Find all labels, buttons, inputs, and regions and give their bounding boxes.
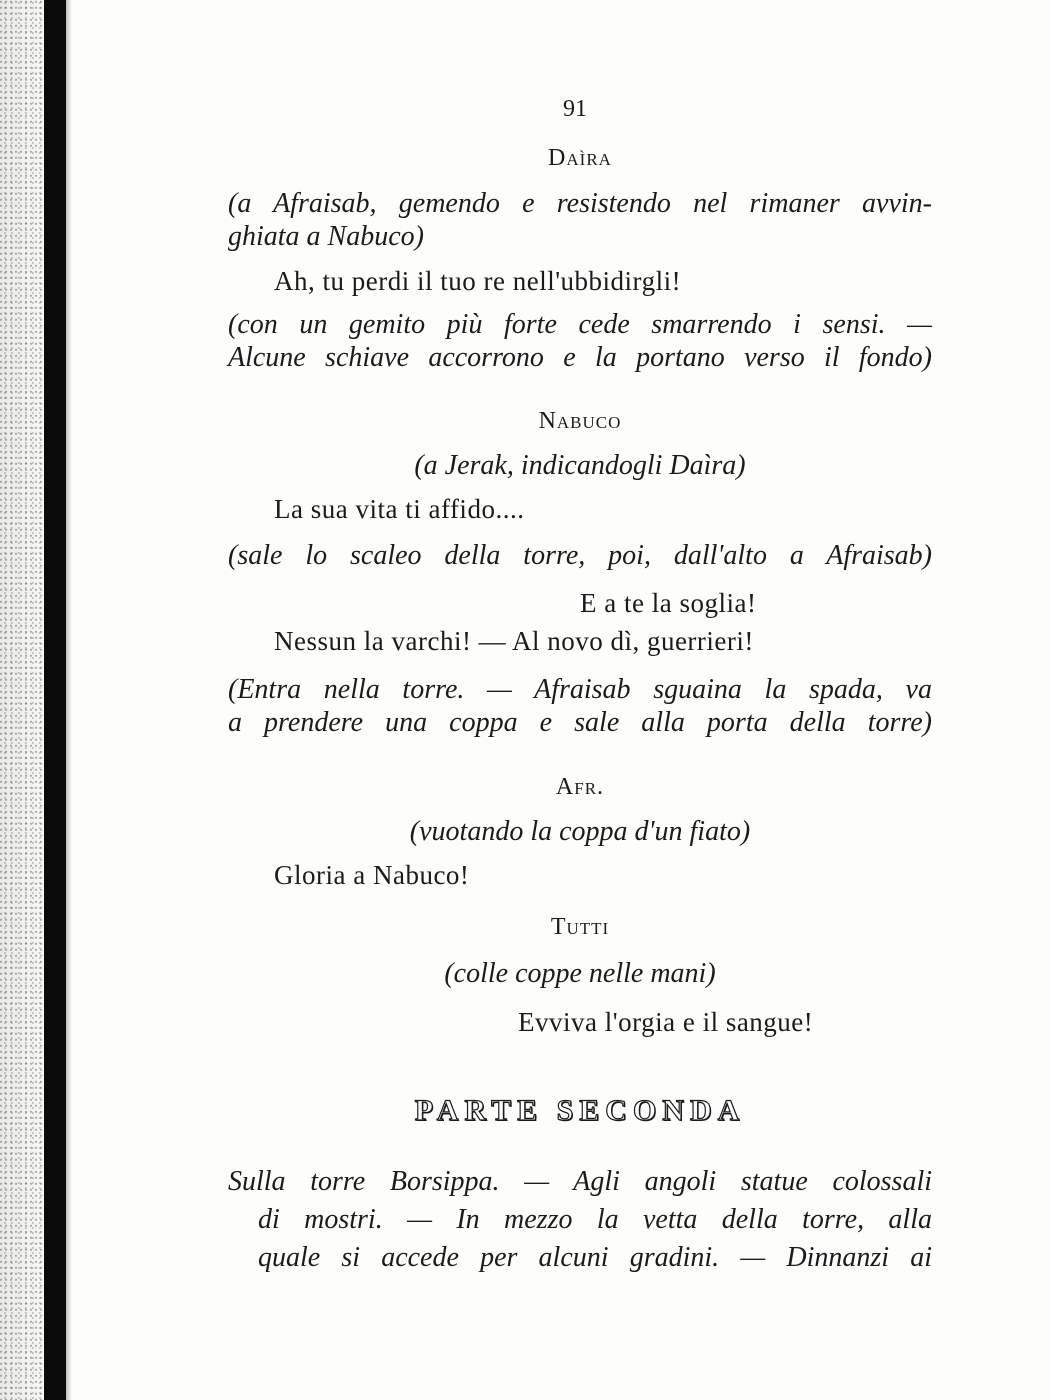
scene-description-line: quale si accede per alcuni gradini. — Dinnanzi ai xyxy=(258,1242,932,1273)
verse-line: Gloria a Nabuco! xyxy=(274,860,470,890)
binding-shadow xyxy=(66,0,72,1400)
speaker-nabuco: Nabuco xyxy=(538,408,622,434)
verse-line: La sua vita ti affido.... xyxy=(274,494,525,524)
stage-direction-line: (Entra nella torre. — Afraisab sguaina la spada, va xyxy=(228,674,932,705)
scene-description-line: Sulla torre Borsippa. — Agli angoli statue colossali xyxy=(228,1166,932,1197)
scene-description-line: di mostri. — In mezzo la vetta della torre, alla xyxy=(258,1204,932,1235)
scan-edge-noise xyxy=(0,0,44,1400)
stage-direction-line: (a Jerak, indicandogli Daìra) xyxy=(414,450,746,481)
verse-line: E a te la soglia! xyxy=(580,588,757,618)
book-binding-edge xyxy=(44,0,66,1400)
stage-direction-line: a prendere una coppa e sale alla porta della torre) xyxy=(228,707,932,738)
page-number: 91 xyxy=(563,96,587,122)
stage-direction-line: (con un gemito più forte cede smarrendo i sensi. — xyxy=(228,309,932,340)
verse-line: Evviva l'orgia e il sangue! xyxy=(518,1007,814,1037)
stage-direction-line: ghiata a Nabuco) xyxy=(228,221,424,252)
stage-direction-line: (colle coppe nelle mani) xyxy=(444,958,716,989)
stage-direction-line: (a Afraisab, gemendo e resistendo nel rimaner avvin- xyxy=(228,188,932,219)
stage-direction-line: (vuotando la coppa d'un fiato) xyxy=(409,816,751,847)
stage-direction-line: Alcune schiave accorrono e la portano verso il fondo) xyxy=(228,342,932,373)
part-title: PARTE SECONDA xyxy=(414,1094,746,1127)
speaker-daira: Daìra xyxy=(548,145,612,171)
verse-line: Nessun la varchi! — Al novo dì, guerrieri! xyxy=(274,626,754,656)
speaker-tutti: Tutti xyxy=(550,914,610,940)
verse-line: Ah, tu perdi il tuo re nell'ubbidirgli! xyxy=(274,266,682,296)
stage-direction-line: (sale lo scaleo della torre, poi, dall'alto a Afraisab) xyxy=(228,540,932,571)
speaker-afr: Afr. xyxy=(555,774,605,800)
